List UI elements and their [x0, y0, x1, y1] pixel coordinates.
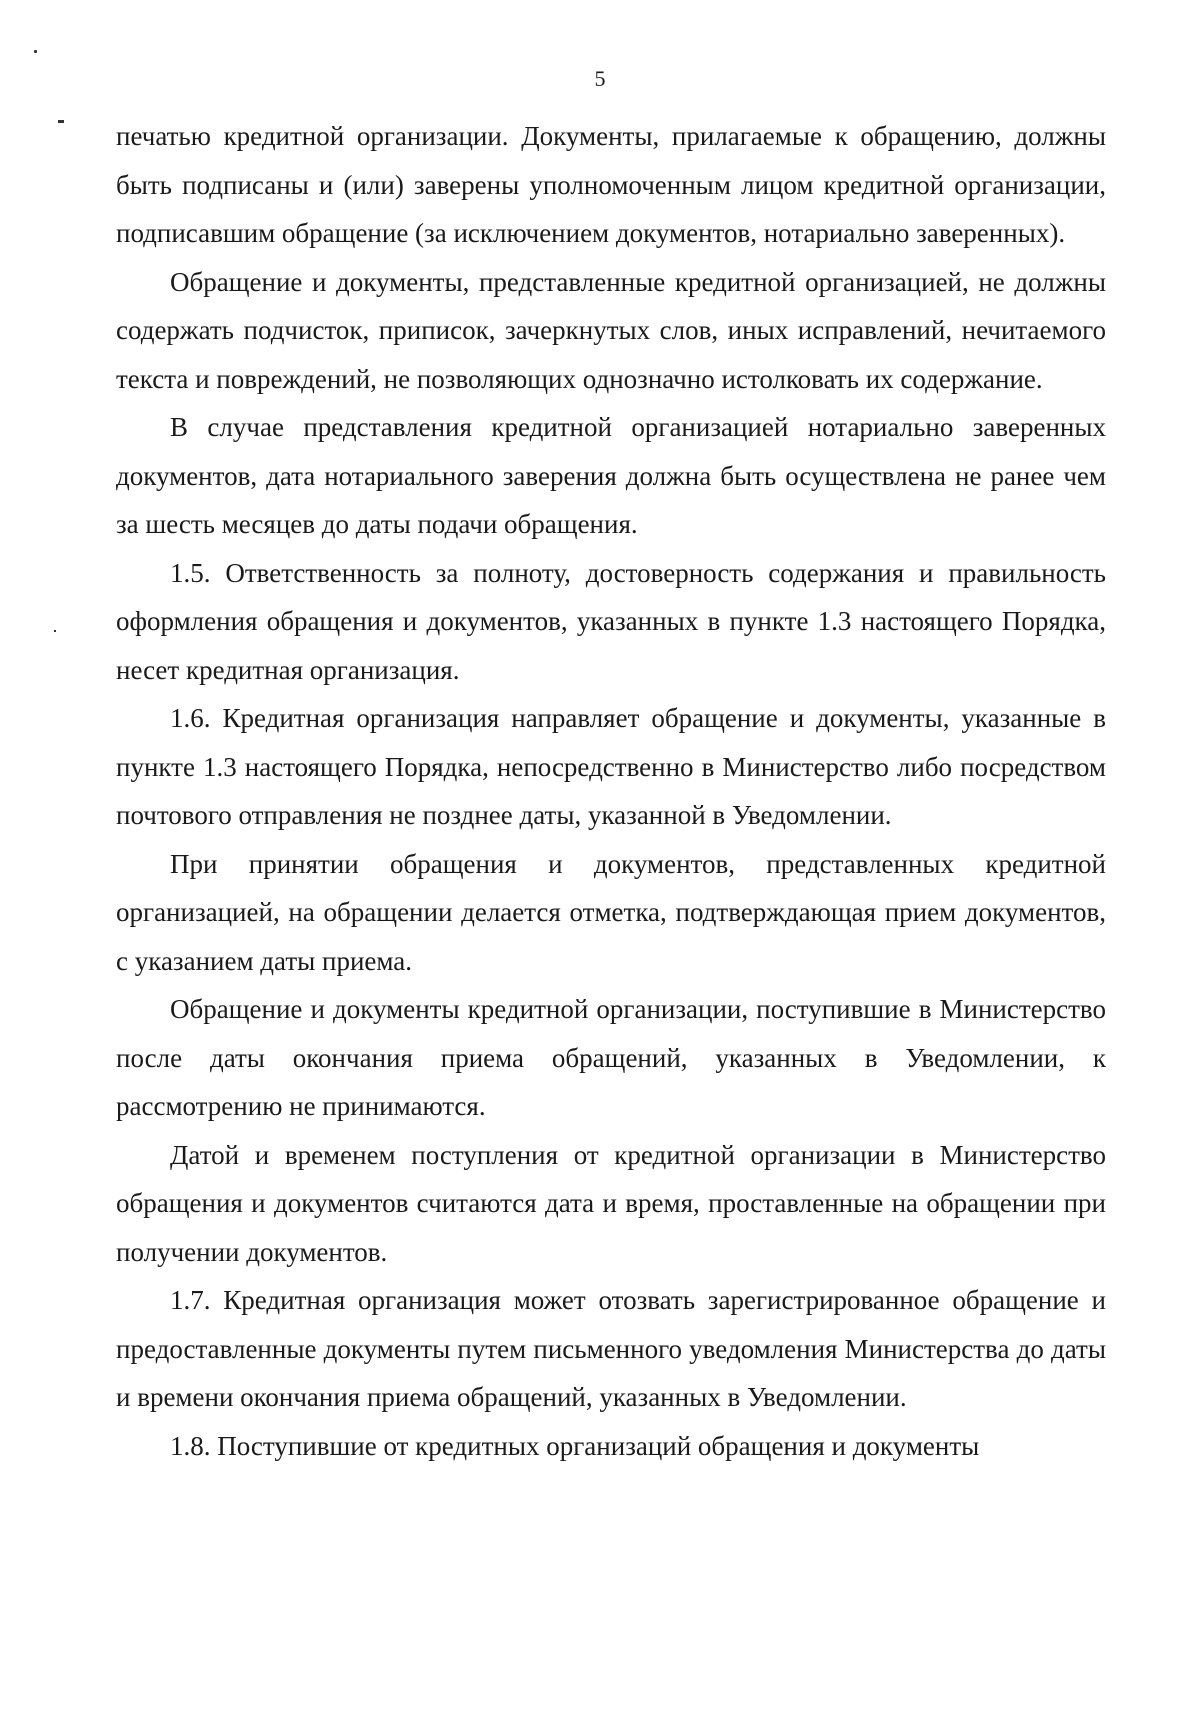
paragraph: Обращение и документы кредитной организации, поступившие в Министерство после даты окончания приема обращений, указанных в Уведомлении, к рассмотрению не принимаются. [116, 994, 1106, 1121]
paragraph: 1.8. Поступившие от кредитных организаций обращения и документы [170, 1430, 980, 1461]
paragraph: Обращение и документы, представленные кредитной организацией, не должны содержать подчисток, приписок, зачеркнутых слов, иных исправлений, нечитаемого текста и повреждений, не позволяющих однозначно истолковать их содержание. [116, 266, 1106, 394]
paragraph: Датой и временем поступления от кредитной организации в Министерство обращения и документов считаются дата и время, проставленные на обращении при получении документов. [116, 1139, 1106, 1267]
scan-speck [58, 120, 64, 123]
document-body [116, 112, 1106, 1470]
paragraph: 1.5. Ответственность за полноту, достоверность содержания и правильность оформления обращения и документов, указанных в пункте 1.3 настоящего Порядка, несет кредитная организация. [116, 557, 1106, 685]
paragraph: 1.7. Кредитная организация может отозвать зарегистрированное обращение и предоставленные документы путем письменного уведомления Министерства до даты и времени окончания приема обращений, указанных в Уведомлении. [116, 1285, 1106, 1412]
paragraph: При принятии обращения и документов, представленных кредитной организацией, на обращении делается отметка, подтверждающая прием документов, с указанием даты приема. [116, 848, 1106, 976]
page-number: 5 [594, 66, 606, 91]
paragraph: В случае представления кредитной организацией нотариально заверенных документов, дата нотариального заверения должна быть осуществлена не ранее чем за шесть месяцев до даты подачи обращения. [116, 412, 1106, 539]
scan-speck [54, 630, 56, 632]
scan-speck [34, 50, 37, 53]
paragraph: печатью кредитной организации. Документы, прилагаемые к обращению, должны быть подписаны и (или) заверены уполномоченным лицом кредитной организации, подписавшим обращение (за исключением документов, нотариально заверенных). [116, 121, 1106, 248]
paragraph: 1.6. Кредитная организация направляет обращение и документы, указанные в пункте 1.3 настоящего Порядка, непосредственно в Министерство либо посредством почтового отправления не позднее даты, указанной в Уведомлении. [116, 703, 1106, 830]
